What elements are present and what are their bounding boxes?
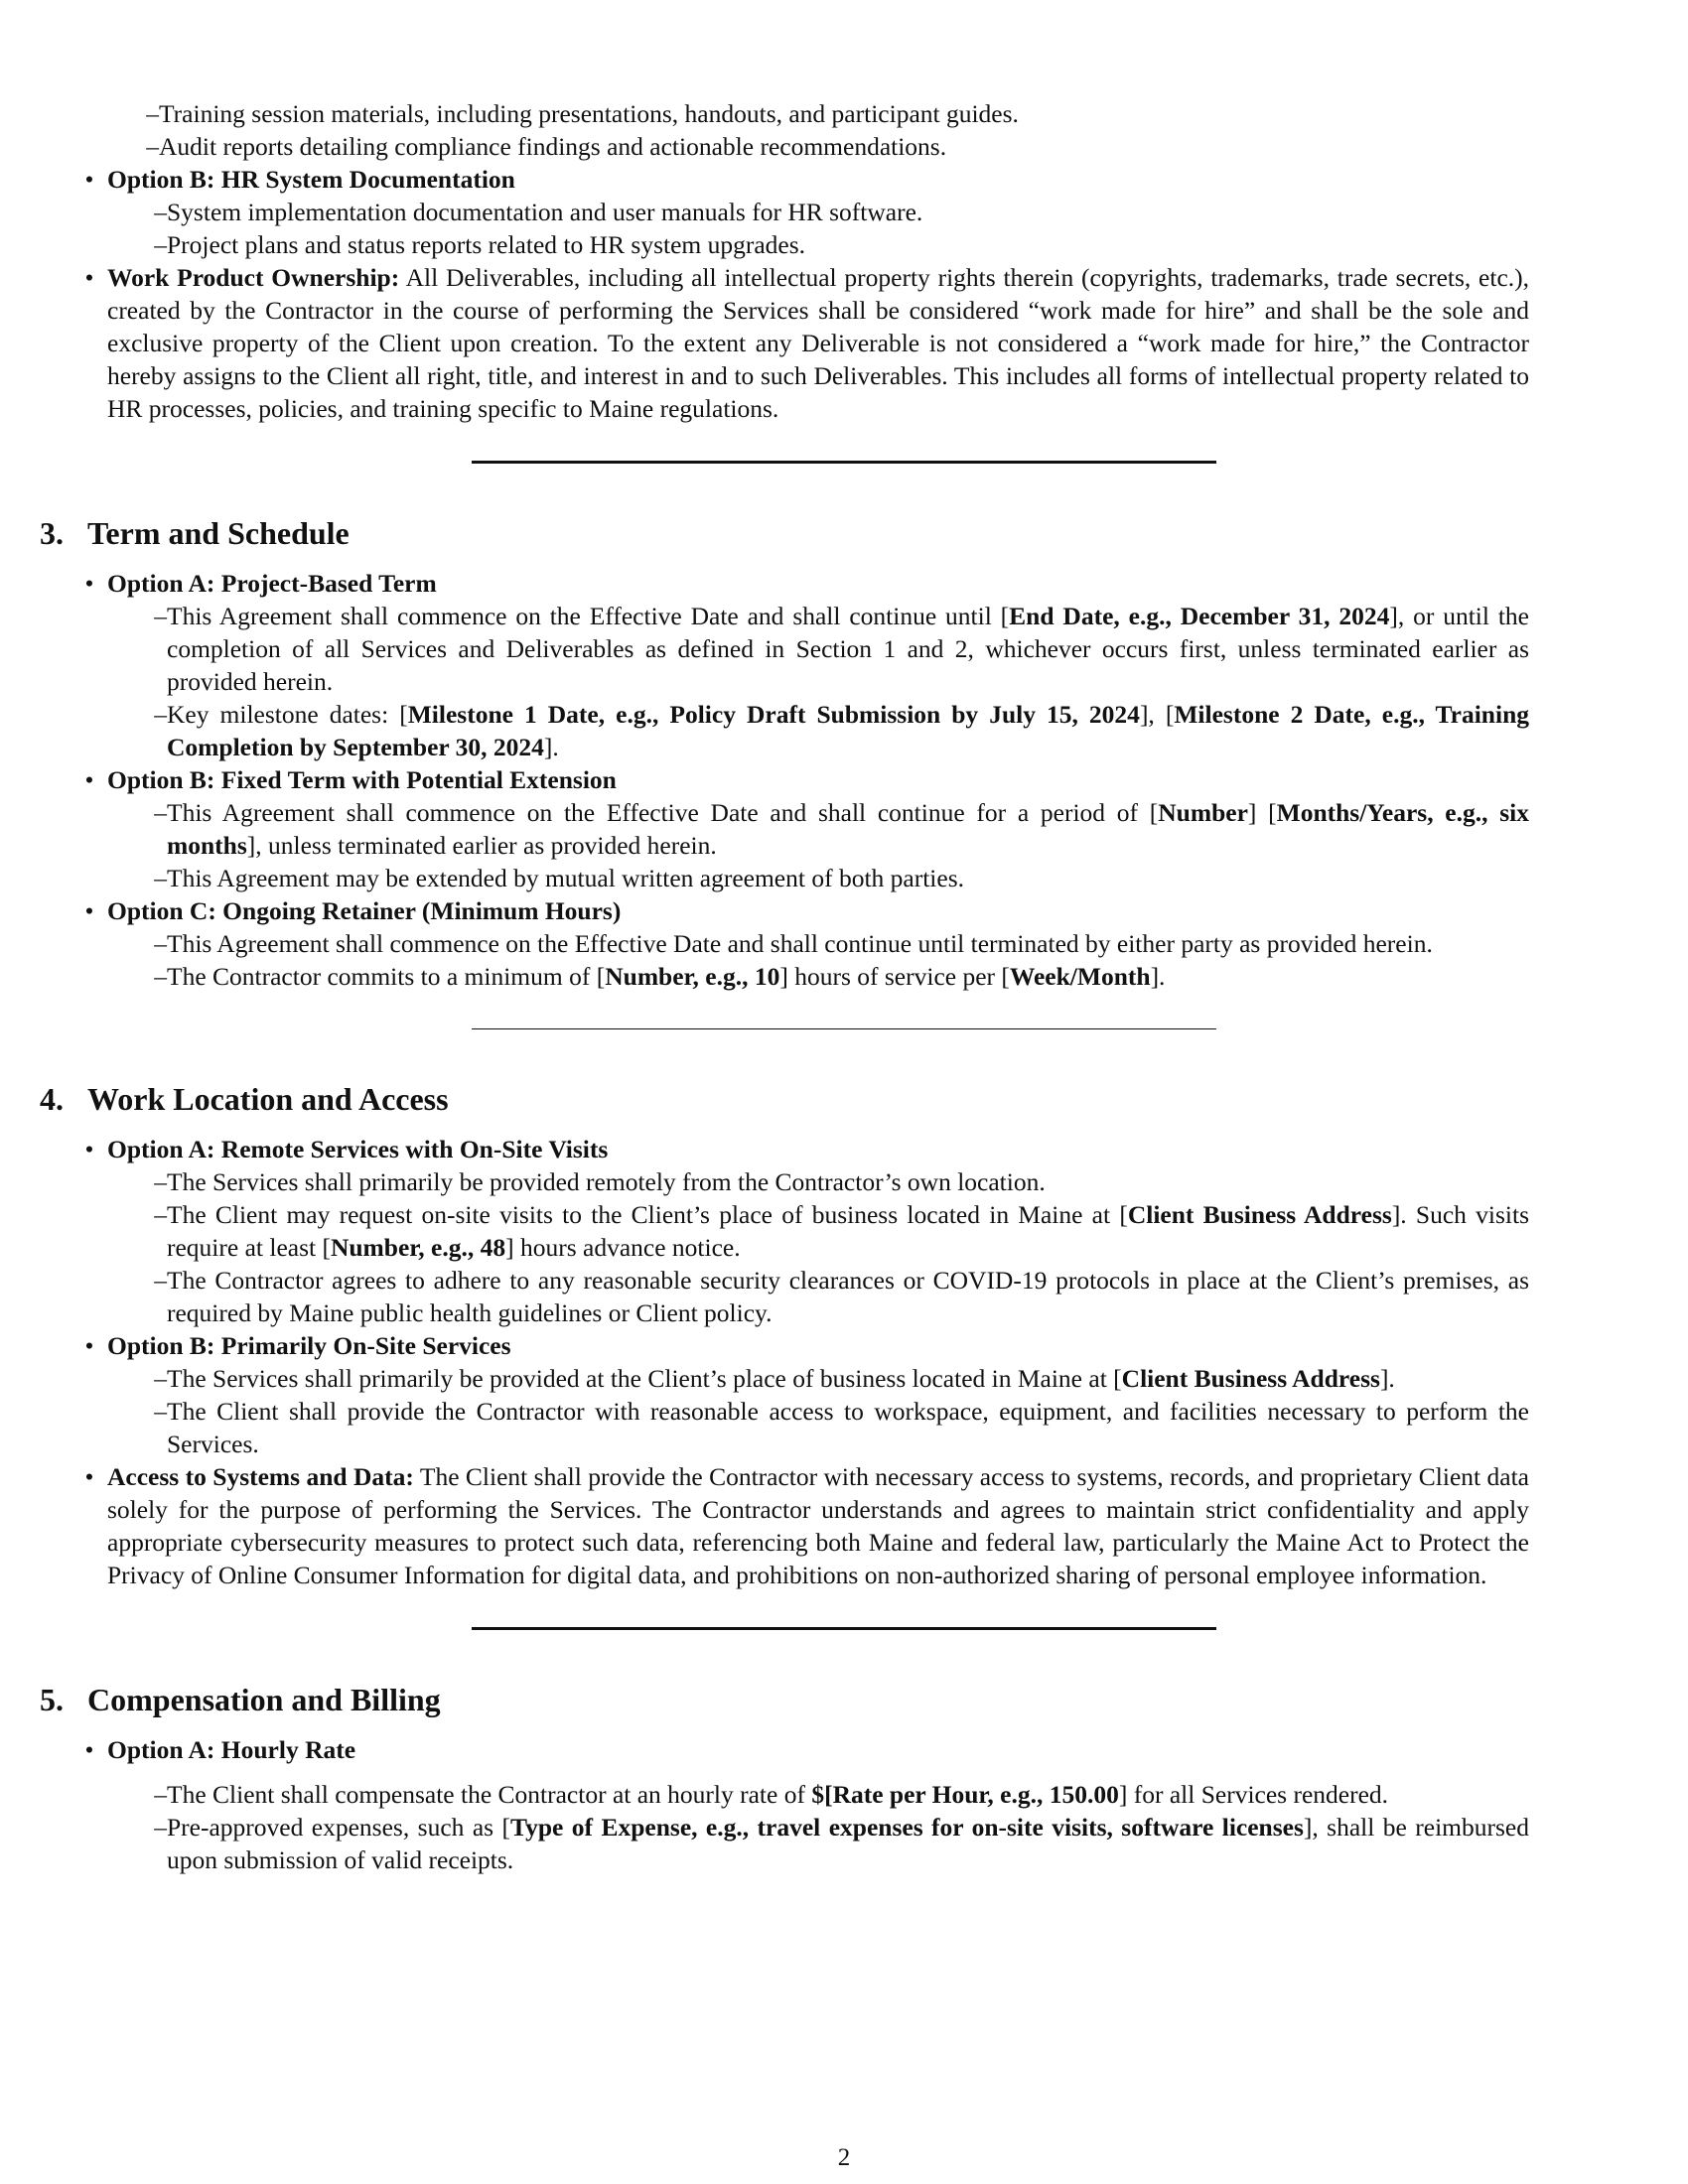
list-item	[107, 1264, 1529, 1329]
clause-label: Access to Systems and Data:	[107, 1462, 414, 1491]
text-part: Key milestone dates: [	[167, 700, 408, 729]
placeholder-field: Number, e.g., 48	[330, 1233, 506, 1262]
dash-marker: –	[154, 602, 167, 630]
text-part: This Agreement shall commence on the Effective Date and shall continue for a period of [	[167, 798, 1159, 827]
list-item	[107, 1811, 1529, 1876]
list-item	[107, 1395, 1529, 1460]
option-title: Option A: Remote Services with On-Site Visits	[107, 1135, 609, 1163]
option-items	[107, 927, 1529, 993]
document-page	[40, 97, 1589, 1876]
list-item	[99, 130, 1589, 163]
text-part: ], [	[1139, 700, 1175, 729]
bullet-marker: •	[84, 1735, 94, 1764]
list-item	[107, 1198, 1529, 1264]
section-3-heading	[40, 513, 1589, 553]
list-item	[107, 927, 1529, 960]
list-item	[107, 862, 1529, 894]
compensation-options	[40, 1733, 1529, 1876]
section-title: Work Location and Access	[87, 1081, 449, 1117]
dash-marker: –	[154, 1200, 167, 1229]
term-options	[40, 567, 1529, 993]
work-product-ownership	[40, 261, 1529, 425]
text-part: ] hours of service per [	[779, 962, 1010, 991]
item-text: This Agreement may be extended by mutual written agreement of both parties.	[167, 864, 965, 892]
text-part: ].	[1150, 962, 1166, 991]
text-part: This Agreement shall commence on the Effective Date and shall continue until [	[167, 602, 1010, 630]
text-part: ] for all Services rendered.	[1118, 1780, 1389, 1809]
continued-list	[99, 97, 1589, 163]
section-number: 4.	[40, 1081, 64, 1117]
text-part: ] hours advance notice.	[505, 1233, 741, 1262]
clause-label: Work Product Ownership:	[107, 263, 400, 292]
option-title: Option C: Ongoing Retainer (Minimum Hours)	[107, 896, 622, 925]
option-title: Option B: Fixed Term with Potential Extension	[107, 765, 617, 794]
bullet-marker: •	[84, 1331, 94, 1360]
list-item	[99, 97, 1589, 130]
text-part: ].	[543, 733, 559, 761]
bullet-marker: •	[84, 896, 94, 925]
section-title: Compensation and Billing	[87, 1682, 441, 1717]
item-text: System implementation documentation and user manuals for HR software.	[167, 198, 923, 226]
item-text: Training session materials, including presentations, handouts, and participant guides.	[159, 99, 1019, 128]
option-items	[107, 600, 1529, 763]
bullet-marker: •	[84, 263, 94, 292]
placeholder-field: Milestone 1 Date, e.g., Policy Draft Submission by July 15, 2024	[407, 700, 1140, 729]
text-part: The Services shall primarily be provided at the Client’s place of business located in Maine at [	[167, 1364, 1122, 1393]
text-part: The Client may request on-site visits to the Client’s place of business located in Maine at [	[167, 1200, 1128, 1229]
dash-marker: –	[146, 99, 159, 128]
spacer	[107, 1766, 1529, 1778]
clause-text: The Client shall provide the Contractor with necessary access to systems, records, and proprietary Client data solely for the purpose of performing the Services. The Contractor understands and agrees to maintain strict confidentiality and apply appropriate cybersecurity measures to protect such data, referencing both Maine and federal law, particularly the Maine Act to Protect the Privacy of Online Consumer Information for digital data, and prohibitions on non-authorized sharing of personal employee information.	[107, 1462, 1529, 1589]
dash-marker: –	[154, 198, 167, 226]
option-items	[107, 1362, 1529, 1460]
dash-marker: –	[154, 1364, 167, 1393]
section-title: Term and Schedule	[87, 515, 350, 551]
dash-marker: –	[154, 230, 167, 259]
dash-marker: –	[154, 1397, 167, 1426]
dash-marker: –	[154, 1167, 167, 1196]
section-divider	[472, 1627, 1216, 1630]
list-item	[107, 228, 1529, 261]
bullet-marker: •	[84, 165, 94, 194]
item-text: The Services shall primarily be provided remotely from the Contractor’s own location.	[167, 1167, 1046, 1196]
option-title: Option A: Hourly Rate	[107, 1735, 356, 1764]
item-text: Audit reports detailing compliance findings and actionable recommendations.	[159, 132, 947, 161]
placeholder-field: Client Business Address	[1127, 1200, 1392, 1229]
dash-marker: –	[154, 864, 167, 892]
placeholder-field: Week/Month	[1009, 962, 1151, 991]
option-b-on-site	[40, 1329, 1529, 1460]
bullet-marker: •	[84, 1462, 94, 1491]
dash-marker: –	[146, 132, 159, 161]
placeholder-field: Client Business Address	[1121, 1364, 1380, 1393]
text-part: ].	[1379, 1364, 1395, 1393]
list-item	[107, 196, 1529, 228]
option-b-fixed-term	[40, 763, 1529, 894]
option-title: Option B: HR System Documentation	[107, 165, 515, 194]
text-part: ], or until the completion of all Services and Deliverables as defined in Section 1 and 2, whichever occurs first, unless terminated earlier as provided herein.	[167, 602, 1530, 696]
bullet-marker: •	[84, 1135, 94, 1163]
placeholder-field: $[Rate per Hour, e.g., 150.00	[811, 1780, 1119, 1809]
text-part: The Contractor commits to a minimum of [	[167, 962, 606, 991]
text-part: ], unless terminated earlier as provided herein.	[246, 831, 717, 860]
placeholder-field: Milestone 2 Date, e.g., Training Completion by September 30, 2024	[167, 700, 1530, 761]
option-b-hr-system	[40, 163, 1529, 261]
access-to-systems	[40, 1460, 1529, 1591]
dash-marker: –	[154, 962, 167, 991]
location-options	[40, 1133, 1529, 1591]
item-text: The Client shall provide the Contractor with reasonable access to workspace, equipment, and facilities necessary to perform the Services.	[167, 1397, 1529, 1458]
section-number: 3.	[40, 515, 64, 551]
section-5-heading	[40, 1680, 1589, 1719]
list-item	[107, 796, 1529, 862]
dash-marker: –	[154, 1266, 167, 1295]
option-items	[107, 1778, 1529, 1876]
item-text: This Agreement shall commence on the Effective Date and shall continue until terminated by either party as provided herein.	[167, 929, 1433, 958]
text-part: The Client shall compensate the Contractor at an hourly rate of	[167, 1780, 812, 1809]
section-divider	[472, 1028, 1216, 1029]
text-part: ] [	[1247, 798, 1277, 827]
placeholder-field: Number	[1158, 798, 1248, 827]
option-items	[107, 196, 1529, 261]
text-part: Pre-approved expenses, such as [	[167, 1813, 510, 1842]
placeholder-field: End Date, e.g., December 31, 2024	[1009, 602, 1390, 630]
dash-marker: –	[154, 929, 167, 958]
option-a-project-based	[40, 567, 1529, 763]
option-title: Option B: Primarily On-Site Services	[107, 1331, 511, 1360]
section-number: 5.	[40, 1682, 64, 1717]
list-item	[107, 1362, 1529, 1395]
option-items	[107, 1165, 1529, 1329]
option-items	[107, 796, 1529, 894]
clause-text: All Deliverables, including all intellectual property rights therein (copyrights, trademarks, trade secrets, etc.), created by the Contractor in the course of performing the Services shall be considered “work made for hire” and shall be the sole and exclusive property of the Client upon creation. To the extent any Deliverable is not considered a “work made for hire,” the Contractor hereby assigns to the Client all right, title, and interest in and to such Deliverables. This includes all forms of intellectual property related to HR processes, policies, and training specific to Maine regulations.	[107, 263, 1530, 423]
placeholder-field: Number, e.g., 10	[605, 962, 780, 991]
page-number: 2	[837, 2144, 851, 2171]
list-item	[107, 1778, 1529, 1811]
placeholder-field: Months/Years, e.g., six months	[167, 798, 1529, 860]
item-text: The Contractor agrees to adhere to any reasonable security clearances or COVID-19 protocols in place at the Client’s premises, as required by Maine public health guidelines or Client policy.	[167, 1266, 1529, 1327]
dash-marker: –	[154, 700, 167, 729]
option-title: Option A: Project-Based Term	[107, 569, 437, 598]
list-item	[107, 600, 1529, 698]
bullet-marker: •	[84, 569, 94, 598]
list-item	[107, 1165, 1529, 1198]
option-a-remote	[40, 1133, 1529, 1329]
section-divider	[472, 461, 1216, 464]
deliverables-options	[40, 163, 1529, 425]
dash-marker: –	[154, 1780, 167, 1809]
option-c-ongoing-retainer	[40, 894, 1529, 993]
dash-marker: –	[154, 798, 167, 827]
section-4-heading	[40, 1079, 1589, 1119]
placeholder-field: Type of Expense, e.g., travel expenses for on-site visits, software licenses	[509, 1813, 1304, 1842]
option-a-hourly	[40, 1733, 1529, 1876]
bullet-marker: •	[84, 765, 94, 794]
list-item	[107, 960, 1529, 993]
text-part: ], shall be reimbursed upon submission of valid receipts.	[167, 1813, 1529, 1874]
item-text: Project plans and status reports related to HR system upgrades.	[167, 230, 806, 259]
list-item	[107, 698, 1529, 763]
text-part: ]. Such visits require at least [	[167, 1200, 1530, 1262]
dash-marker: –	[154, 1813, 167, 1842]
